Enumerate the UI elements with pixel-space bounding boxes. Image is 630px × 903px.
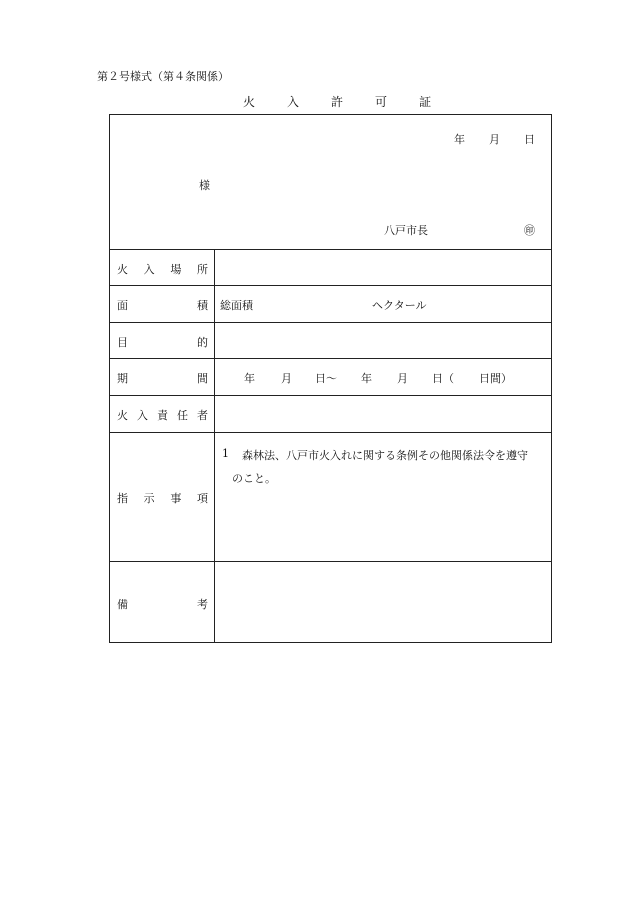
period-end-month: 月	[397, 372, 408, 385]
label-area: 面 積	[117, 299, 208, 312]
title-char: 可	[375, 95, 388, 109]
row-divider	[109, 358, 552, 359]
document-title	[243, 93, 431, 110]
row-divider	[109, 432, 552, 433]
row-divider	[109, 249, 552, 250]
label-instructions: 指 示 事 項	[117, 492, 208, 505]
period-start-month: 月	[281, 372, 292, 385]
period-start-year: 年	[244, 372, 255, 385]
row-divider	[109, 285, 552, 286]
instruction-number: 1	[222, 447, 229, 460]
area-total-label: 総面積	[220, 299, 253, 312]
area-unit: ヘクタール	[372, 299, 427, 312]
instruction-text-line2: のこと。	[232, 472, 276, 485]
form-reference: 第２号様式（第４条関係）	[97, 70, 229, 83]
label-period: 期 間	[117, 372, 208, 385]
title-char: 証	[419, 95, 432, 109]
label-purpose: 目 的	[117, 336, 208, 349]
label-remarks: 備 考	[117, 598, 208, 611]
column-divider	[214, 249, 215, 642]
period-days: 日間）	[479, 372, 512, 385]
seal-mark: ㊞	[524, 224, 535, 237]
title-char: 入	[287, 95, 300, 109]
row-divider	[109, 561, 552, 562]
title-char: 火	[243, 95, 256, 109]
label-responsible-person: 火 入 責 任 者	[117, 409, 208, 422]
row-divider	[109, 322, 552, 323]
instruction-text-line1: 森林法、八戸市火入れに関する条例その他関係法令を遵守	[242, 449, 528, 462]
row-divider	[109, 395, 552, 396]
label-place: 火 入 場 所	[117, 263, 208, 276]
title-char: 許	[331, 95, 344, 109]
addressee-suffix: 様	[199, 179, 210, 192]
period-end-year: 年	[361, 372, 372, 385]
date-line: 年 月 日	[454, 133, 535, 146]
issuer-name: 八戸市長	[384, 224, 428, 237]
period-start-day: 日～	[315, 372, 337, 385]
period-end-day: 日（	[432, 372, 454, 385]
